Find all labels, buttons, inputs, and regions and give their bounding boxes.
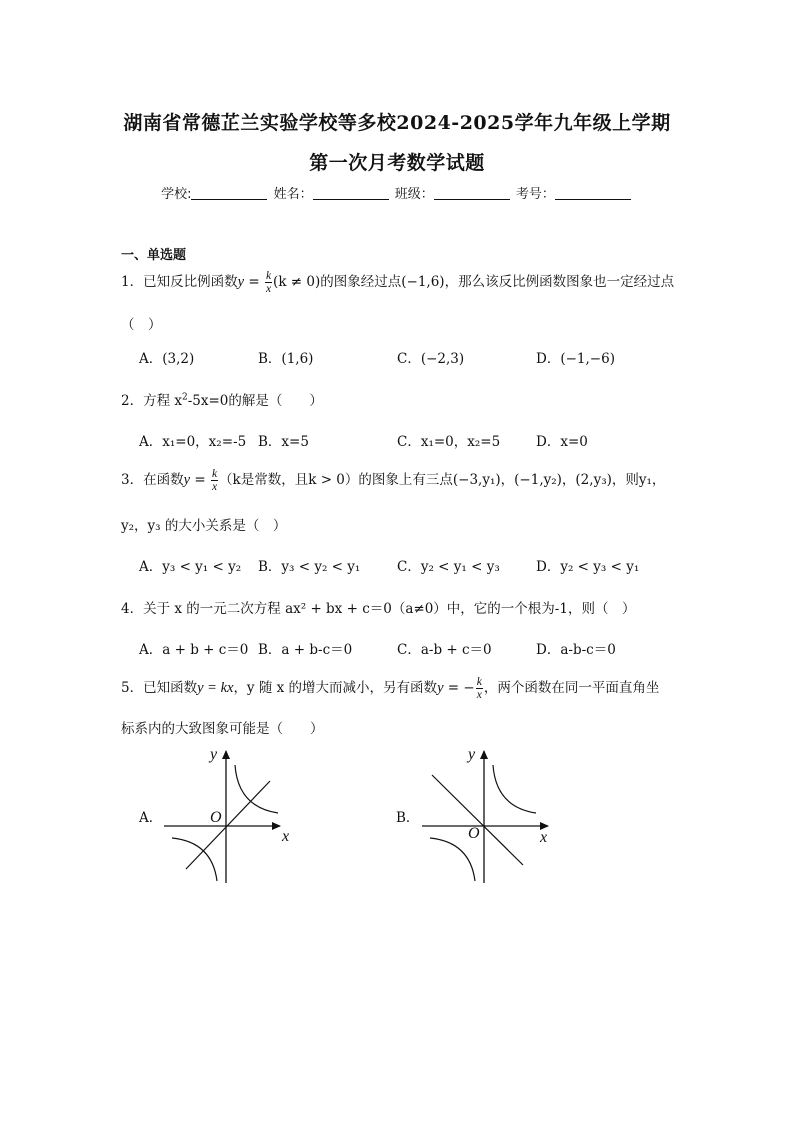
q5-fraction xyxy=(476,676,483,701)
q5-b-x-label: x xyxy=(540,829,548,846)
q3-option-d[interactable] xyxy=(536,555,639,575)
q1-option-b-text: (1,6) xyxy=(281,351,314,367)
q4-option-c[interactable] xyxy=(397,638,492,658)
q5-frac-den: x xyxy=(476,689,482,701)
q1-option-b[interactable] xyxy=(258,347,313,367)
q3-points: (−3,y₁)，(−1,y₂)，(2,y₃)，则y₁， xyxy=(452,472,666,488)
q1-point: (−1,6) xyxy=(401,274,445,290)
q4-option-d-text: a-b-c＝0 xyxy=(560,642,616,658)
q5-b-y-label: y xyxy=(468,746,476,763)
student-info-line xyxy=(0,183,794,202)
q5-y: y xyxy=(437,680,444,696)
q4-option-a[interactable] xyxy=(139,638,248,658)
q3-option-a-text: y₃ < y₁ < y₂ xyxy=(162,559,242,575)
question-3 xyxy=(121,468,665,493)
q2-option-a-text: x₁=0，x₂=-5 xyxy=(162,434,247,450)
q3-fraction xyxy=(211,468,218,493)
number-blank[interactable] xyxy=(555,187,631,200)
q2-option-a[interactable] xyxy=(139,430,246,450)
q4-option-c-letter: C． xyxy=(397,642,421,658)
section-heading: 一、单选题 xyxy=(121,248,187,263)
question-4: 4．关于 x 的一元二次方程 ax² + bx + c＝0（a≠0）中，它的一个根为-1，则（ ） xyxy=(121,601,636,617)
q5-mid: ，y 随 x 的增大而减小，另有函数 xyxy=(233,680,438,696)
q1-suffix: ，那么该反比例函数图象也一定经过点 xyxy=(444,274,675,290)
q1-option-c-letter: C． xyxy=(397,351,421,367)
q4-option-c-text: a-b + c＝0 xyxy=(420,642,492,658)
q2-text-a: 2．方程 x xyxy=(121,393,182,409)
q3-option-b-letter: B． xyxy=(258,559,282,575)
q5-line2: 标系内的大致图象可能是（ ） xyxy=(121,721,324,737)
q1-eq: = xyxy=(244,274,264,290)
q1-mid: 的图象经过点 xyxy=(320,274,402,290)
name-label: 姓名： xyxy=(273,187,313,202)
q2-option-d-letter: D． xyxy=(536,434,561,450)
q1-option-a-letter: A． xyxy=(139,351,163,367)
q4-option-d-letter: D． xyxy=(536,642,561,658)
q1-option-b-letter: B． xyxy=(258,351,282,367)
q1-option-d[interactable] xyxy=(536,347,615,367)
q1-option-c[interactable] xyxy=(397,347,464,367)
q3-option-a-letter: A． xyxy=(139,559,163,575)
q5-option-a-letter[interactable]: A． xyxy=(139,810,163,826)
q3-frac-num: k xyxy=(211,468,218,480)
q3-option-a[interactable] xyxy=(139,555,241,575)
q4-option-a-letter: A． xyxy=(139,642,163,658)
q3-option-d-letter: D． xyxy=(536,559,561,575)
school-label: 学校: xyxy=(161,187,192,202)
q3-y: y xyxy=(183,472,191,488)
q5-suffix: ，两个函数在同一平面直角坐 xyxy=(483,680,660,696)
question-1 xyxy=(121,270,674,295)
q2-option-b-text: x=5 xyxy=(281,434,309,450)
q3-option-c-text: y₂ < y₁ < y₃ xyxy=(420,559,500,575)
q1-fraction xyxy=(265,270,272,295)
q4-option-a-text: a + b + c＝0 xyxy=(162,642,249,658)
q5-a-curve-q1 xyxy=(235,765,278,813)
q1-prefix: 1．已知反比例函数 xyxy=(121,274,238,290)
q5-a-origin-label: O xyxy=(210,809,222,826)
q2-option-c-text: x₁=0，x₂=5 xyxy=(420,434,501,450)
class-blank[interactable] xyxy=(434,187,510,200)
exam-title-line1: 湖南省常德芷兰实验学校等多校2024-2025学年九年级上学期 xyxy=(123,112,671,134)
q1-option-a-text: (3,2) xyxy=(162,351,195,367)
q3-option-b-text: y₃ < y₂ < y₁ xyxy=(281,559,361,575)
q1-frac-num: k xyxy=(265,270,272,282)
q1-cond: (k ≠ 0) xyxy=(273,274,321,290)
q3-option-c[interactable] xyxy=(397,555,500,575)
q4-option-d[interactable] xyxy=(536,638,616,658)
q2-option-b-letter: B． xyxy=(258,434,282,450)
q2-option-d[interactable] xyxy=(536,430,588,450)
q5-frac-num: k xyxy=(476,676,482,688)
q2-option-c[interactable] xyxy=(397,430,500,450)
q2-sup: 2 xyxy=(182,392,188,403)
q2-option-b[interactable] xyxy=(258,430,309,450)
class-label: 班级： xyxy=(394,187,434,202)
q2-text-b: -5x=0的解是（ ） xyxy=(187,393,323,409)
q5-a-line xyxy=(186,781,270,869)
q5-b-origin-label: O xyxy=(468,825,480,842)
q5-a-y-label: y xyxy=(210,746,218,763)
q3-eq: = xyxy=(190,472,210,488)
school-blank[interactable] xyxy=(191,187,267,200)
q3-frac-den: x xyxy=(211,481,218,493)
exam-title-line2: 第一次月考数学试题 xyxy=(309,152,485,174)
q5-option-b-letter[interactable]: B． xyxy=(396,810,420,826)
q3-option-c-letter: C． xyxy=(397,559,421,575)
q5-eq: = − xyxy=(443,680,475,696)
q4-option-b[interactable] xyxy=(258,638,352,658)
q1-option-d-text: (−1,−6) xyxy=(560,351,615,367)
q2-option-a-letter: A． xyxy=(139,434,163,450)
name-blank[interactable] xyxy=(313,187,389,200)
q3-prefix: 3．在函数 xyxy=(121,472,184,488)
q5-b-curve-q1 xyxy=(493,765,536,813)
q5-func1: y = kx xyxy=(197,680,234,696)
q4-option-b-text: a + b-c＝0 xyxy=(281,642,353,658)
q1-option-a[interactable] xyxy=(139,347,194,367)
q3-option-d-text: y₂ < y₃ < y₁ xyxy=(560,559,640,575)
q1-option-d-letter: D． xyxy=(536,351,561,367)
q3-option-b[interactable] xyxy=(258,555,360,575)
q1-option-c-text: (−2,3) xyxy=(420,351,465,367)
q2-option-c-letter: C． xyxy=(397,434,421,450)
q5-prefix: 5．已知函数 xyxy=(121,680,198,696)
q5-graph-b[interactable] xyxy=(418,745,558,885)
q5-b-line xyxy=(432,775,523,865)
q2-option-d-text: x=0 xyxy=(560,434,588,450)
q4-option-b-letter: B． xyxy=(258,642,282,658)
q1-y: y xyxy=(237,274,245,290)
q5-graph-a[interactable] xyxy=(160,745,300,885)
question-5 xyxy=(121,676,659,701)
q3-line2: y₂，y₃ 的大小关系是（ ） xyxy=(121,518,287,534)
question-2 xyxy=(121,389,323,409)
number-label: 考号： xyxy=(515,187,555,202)
q1-frac-den: x xyxy=(265,283,272,295)
q3-cond: （k是常数，且k > 0）的图象上有三点 xyxy=(219,472,453,488)
q5-b-curve-q3 xyxy=(430,838,475,881)
q1-line2: （ ） xyxy=(121,317,162,333)
q5-a-x-label: x xyxy=(282,828,290,845)
